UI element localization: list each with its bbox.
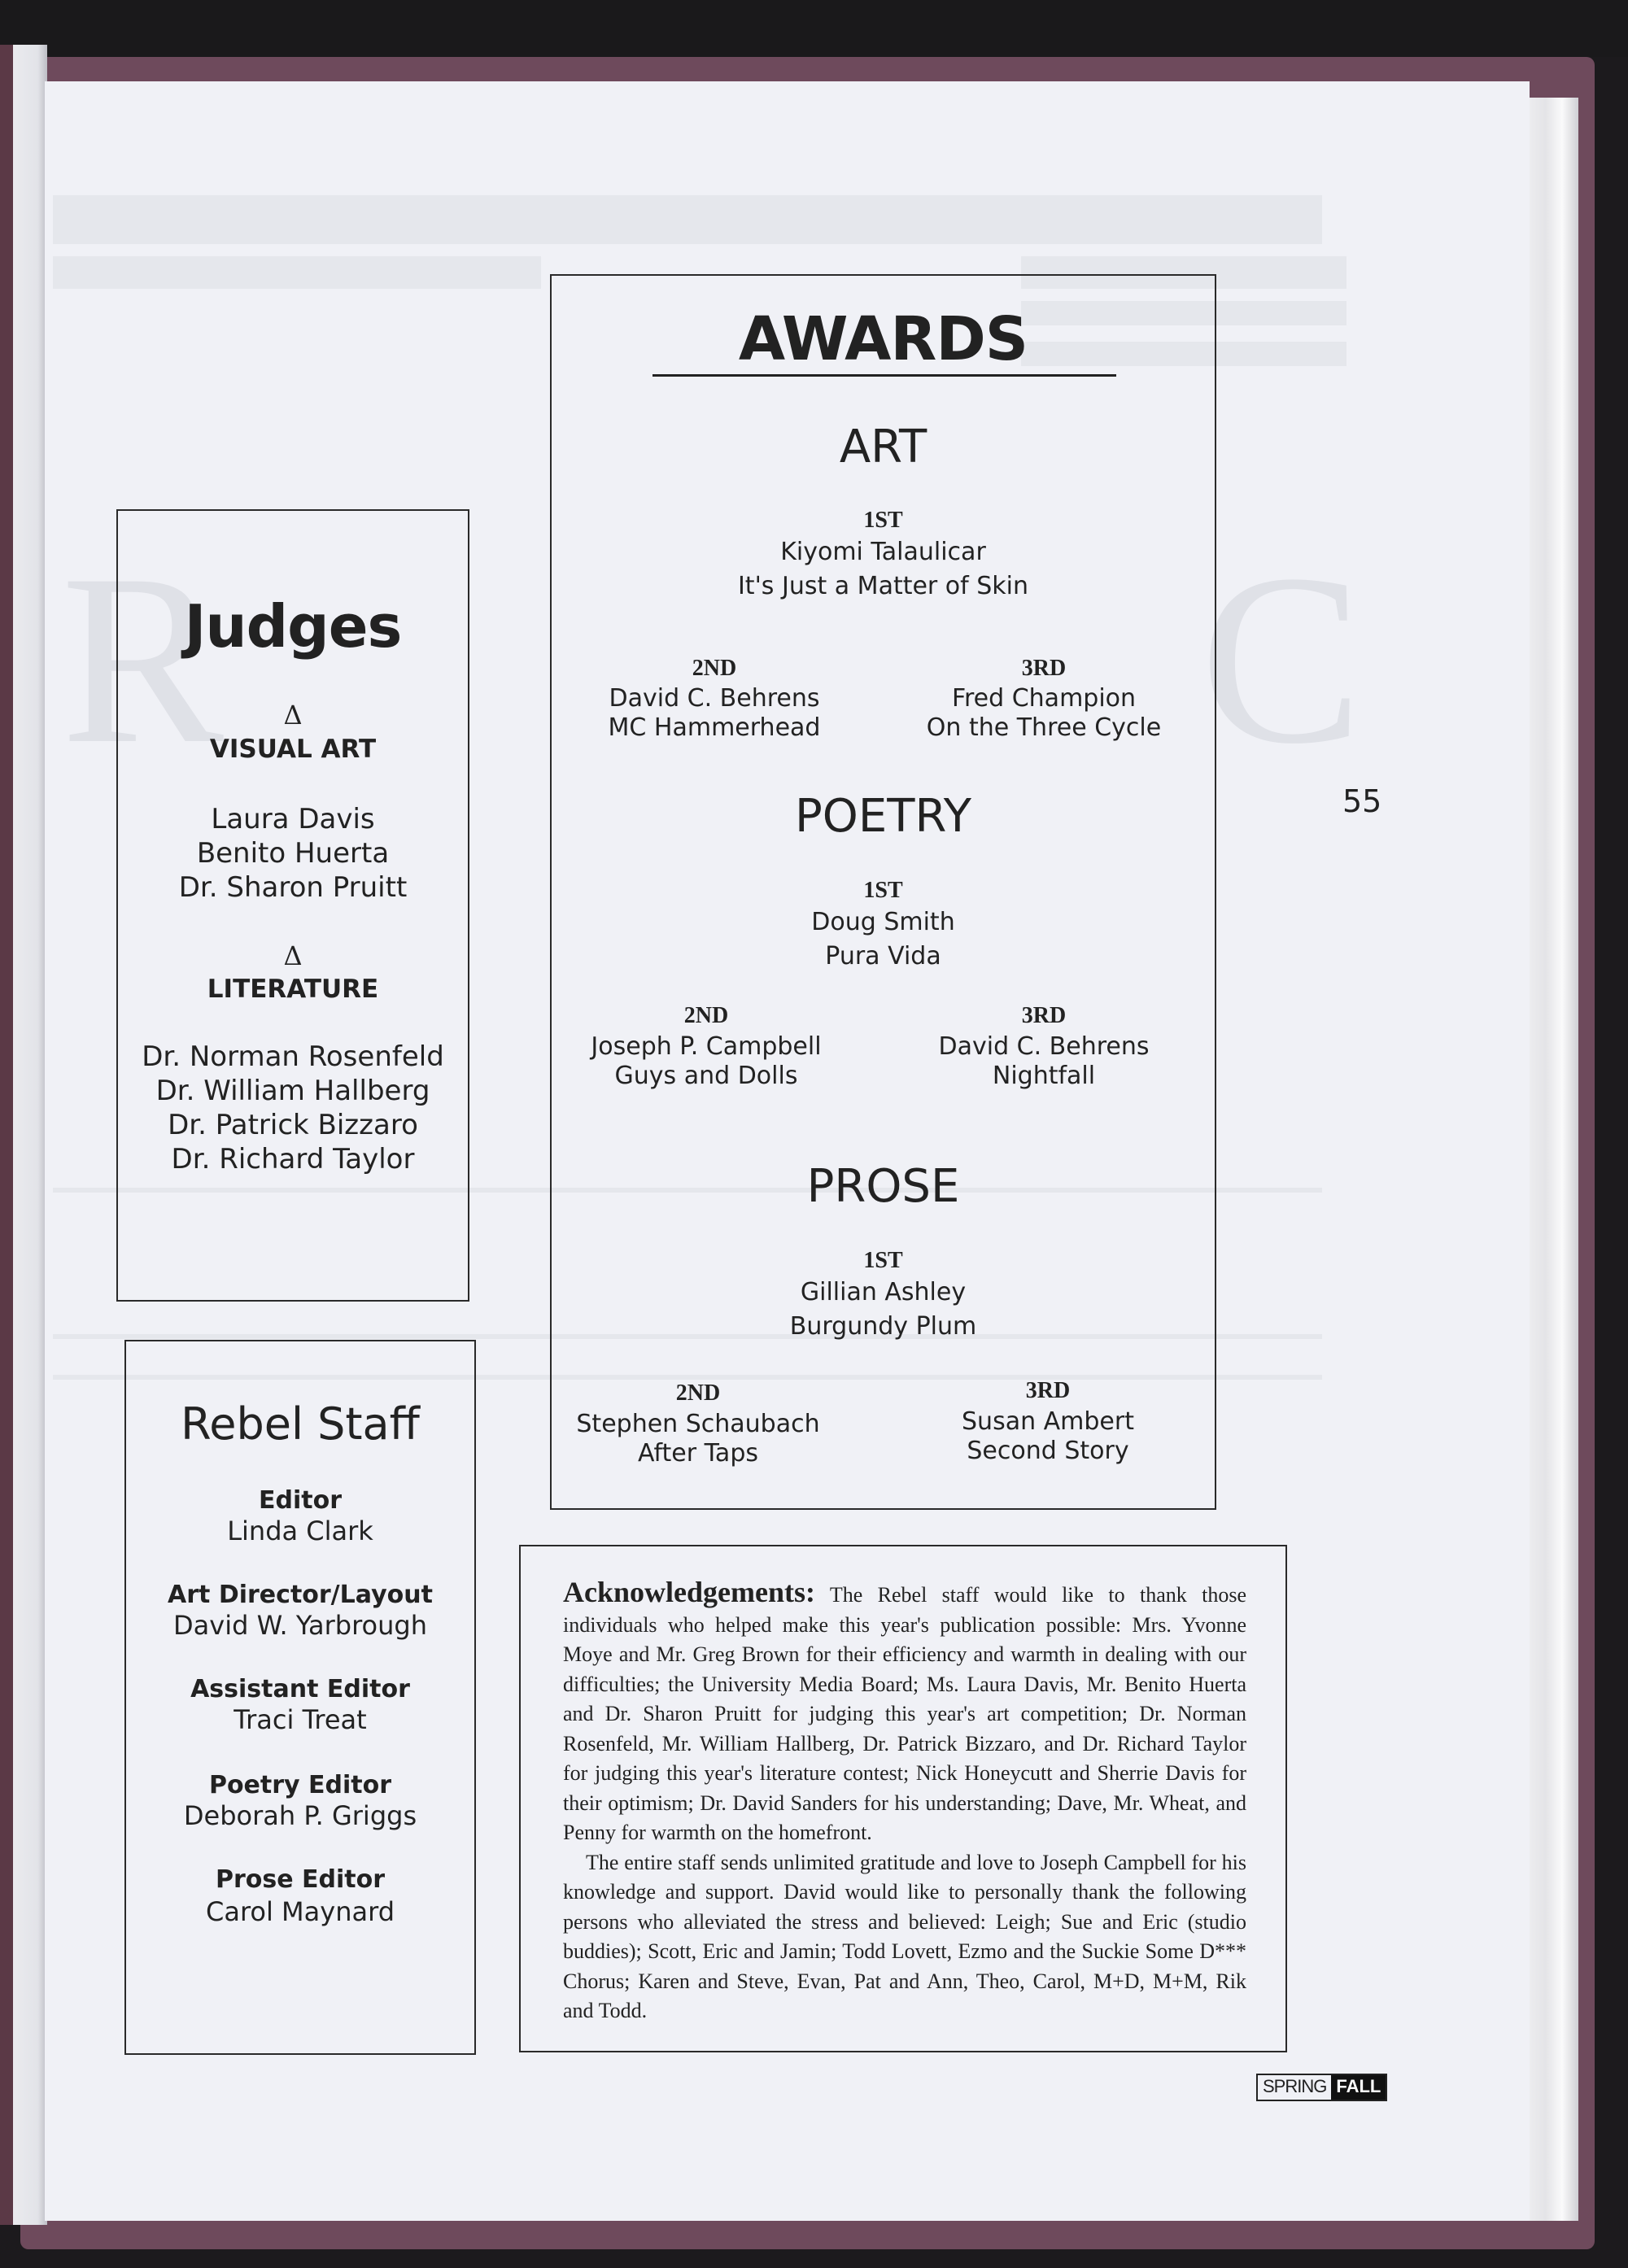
acknowledgements-text (563, 1577, 1246, 2026)
page-number: 55 (1342, 783, 1382, 819)
awards-title: AWARDS (738, 304, 1028, 374)
left-page-edge (0, 45, 47, 2225)
judge-name: Benito Huerta (196, 837, 390, 870)
staff-role: Poetry Editor (208, 1771, 392, 1799)
place-label: 2ND (675, 1380, 721, 1406)
work-title: Guys and Dolls (614, 1062, 798, 1090)
work-title: Nightfall (992, 1062, 1096, 1090)
acknowledgements-paragraph: The Rebel staff would like to thank those individuals who helped make this year's publication possible: Mrs. Yvonne Moye and Mr. Greg Brown for their efficiency and warmth in dealing with our difficulties; the University Media Board; Ms. Laura Davis, Mr. Benito Huerta and Dr. Sharon Pruitt for judging this year's art competition; Dr. Norman Rosenfeld, Mr. William Hallberg, Dr. Patrick Bizzaro, and Dr. Richard Taylor for judging this year's literature contest; Nick Honeycutt and Sherrie Davis for their optimism; Dr. David Sanders for his understanding; Dave, Mr. Wheat, and Penny for warmth on the homefront. (563, 1583, 1247, 1844)
staff-role: Editor (259, 1486, 342, 1515)
visual-art-label: VISUAL ART (209, 735, 377, 764)
judge-name: Dr. Richard Taylor (171, 1143, 415, 1175)
season-badge (1256, 2074, 1387, 2101)
second-place-entry (576, 1410, 820, 1468)
third-place-entry (922, 684, 1166, 743)
work-title: After Taps (638, 1439, 758, 1468)
author-name: Fred Champion (951, 684, 1137, 713)
place-label: 2ND (683, 1003, 729, 1028)
show-through-letter: C (1200, 524, 1364, 794)
author-name: Susan Ambert (962, 1407, 1134, 1436)
first-place-entry (552, 538, 1215, 601)
show-through-band (53, 195, 1322, 244)
staff-role: Art Director/Layout (168, 1581, 433, 1609)
place-label: 3RD (1021, 656, 1067, 681)
third-place-entry (922, 1032, 1166, 1091)
author-name: David C. Behrens (938, 1032, 1150, 1061)
second-place-entry (584, 1032, 828, 1091)
judge-name: Laura Davis (211, 803, 375, 835)
staff-name: David W. Yarbrough (173, 1610, 427, 1641)
acknowledgements-box (519, 1545, 1287, 2052)
author-name: Stephen Schaubach (576, 1410, 820, 1438)
third-place-entry (926, 1407, 1170, 1466)
place-label: 1ST (863, 1248, 903, 1273)
visual-art-judges (118, 802, 468, 905)
work-title: Pura Vida (825, 942, 941, 970)
place-label: 3RD (1025, 1378, 1071, 1403)
literature-judges (118, 1040, 468, 1176)
judges-title: Judges (184, 592, 402, 661)
judges-box (116, 509, 469, 1302)
author-name: David C. Behrens (609, 684, 820, 713)
work-title: MC Hammerhead (608, 713, 821, 742)
section-title-prose: PROSE (806, 1160, 960, 1213)
work-title: It's Just a Matter of Skin (737, 572, 1029, 600)
work-title: Second Story (967, 1437, 1129, 1465)
staff-name: Linda Clark (227, 1516, 373, 1546)
staff-name: Traci Treat (234, 1704, 367, 1735)
second-place-entry (592, 684, 836, 743)
delta-icon: Δ (283, 940, 303, 971)
staff-name: Carol Maynard (206, 1896, 395, 1927)
show-through-band (53, 256, 541, 289)
first-place-entry (552, 908, 1215, 971)
author-name: Gillian Ashley (800, 1278, 967, 1306)
judge-name: Dr. Norman Rosenfeld (142, 1040, 444, 1073)
staff-role: Assistant Editor (190, 1675, 410, 1703)
work-title: Burgundy Plum (789, 1312, 977, 1341)
awards-box (550, 274, 1216, 1510)
season-spring: SPRING (1258, 2075, 1331, 2100)
place-label: 2ND (692, 656, 737, 681)
author-name: Doug Smith (811, 908, 955, 936)
place-label: 1ST (863, 878, 903, 903)
magazine-page (45, 81, 1530, 2221)
literature-label: LITERATURE (207, 975, 379, 1004)
awards-title-rule (653, 374, 1116, 377)
book-binding-top (0, 0, 1628, 57)
work-title: On the Three Cycle (926, 713, 1162, 742)
first-place-entry (552, 1278, 1215, 1341)
place-label: 1ST (863, 508, 903, 533)
place-label: 3RD (1021, 1003, 1067, 1028)
staff-box (124, 1340, 476, 2055)
show-through-letter: R (61, 524, 225, 794)
judge-name: Dr. William Hallberg (155, 1075, 430, 1107)
author-name: Kiyomi Talaulicar (780, 538, 986, 566)
season-fall: FALL (1331, 2075, 1386, 2100)
staff-title: Rebel Staff (181, 1398, 420, 1450)
delta-icon: Δ (283, 700, 303, 731)
section-title-art: ART (839, 421, 927, 473)
judge-name: Dr. Sharon Pruitt (178, 871, 408, 904)
staff-name: Deborah P. Griggs (183, 1800, 417, 1831)
acknowledgements-paragraph: The entire staff sends unlimited gratitude and love to Joseph Campbell for his knowledge and support. David would like to personally thank the following persons who alleviated the stress and believed: Leigh; Sue and Eric (studio buddies); Scott, Eric and Jamin; Todd Lovett, Ezmo and the Suckie Some D*** Chorus; Karen and Steve, Evan, Pat and Ann, Theo, Carol, M+D, M+M, Rik and Todd. (563, 1850, 1246, 2022)
author-name: Joseph P. Campbell (591, 1032, 822, 1061)
judge-name: Dr. Patrick Bizzaro (168, 1109, 418, 1141)
acknowledgements-title: Acknowledgements: (563, 1576, 815, 1608)
staff-role: Prose Editor (215, 1865, 386, 1894)
section-title-poetry: POETRY (795, 790, 971, 843)
